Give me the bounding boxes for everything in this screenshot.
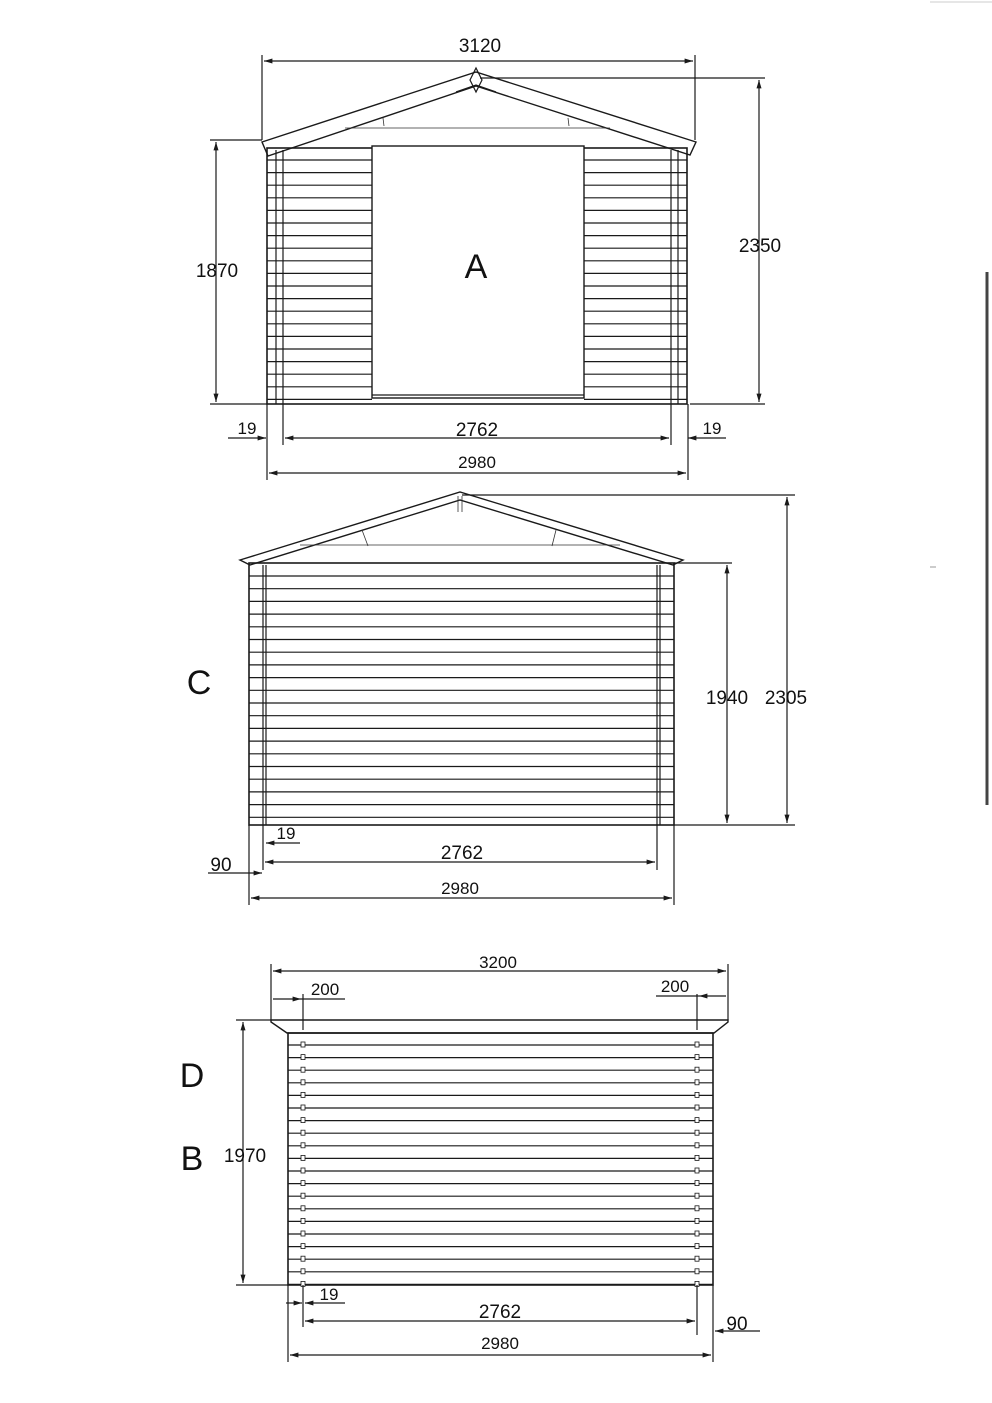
side-wall-height-label: 1940 <box>705 688 749 709</box>
side-wall-thickness-label: 19 <box>276 824 296 843</box>
front-overall-width-label: 3120 <box>458 36 502 57</box>
plan-dimension-bottom <box>286 1285 760 1362</box>
plan-overhang-right-label: 200 <box>660 977 690 996</box>
front-view-label: A <box>464 248 488 286</box>
front-ridge-height-label: 2350 <box>738 236 782 257</box>
plan-overall-width-label: 3200 <box>479 953 517 972</box>
plan-wall-height-label: 1970 <box>223 1146 267 1167</box>
side-view-label: C <box>186 664 212 702</box>
front-roof <box>262 68 696 156</box>
plan-walls <box>288 1033 713 1285</box>
side-overhang-label: 90 <box>210 855 232 876</box>
plan-inner-width-label: 2762 <box>478 1302 522 1323</box>
plan-overhang-left-label: 200 <box>310 980 340 999</box>
side-outer-width-label: 2980 <box>441 879 479 898</box>
plan-view-label-d: D <box>179 1057 205 1095</box>
side-dimension-bottom <box>208 824 674 905</box>
plan-wall-thickness-label: 19 <box>319 1285 339 1304</box>
front-inner-width-label: 2762 <box>455 420 499 441</box>
plan-dimension-wall-height <box>224 1020 288 1285</box>
side-roof <box>240 492 683 565</box>
plan-outer-width-label: 2980 <box>481 1334 519 1353</box>
plan-view <box>180 953 760 1362</box>
plan-dimension-overall-width <box>271 953 728 1020</box>
side-ridge-height-label: 2305 <box>764 688 808 709</box>
front-view <box>196 36 781 480</box>
side-walls <box>249 563 674 825</box>
front-wall-left-label: 19 <box>237 419 257 438</box>
front-wall-right-label: 19 <box>702 419 722 438</box>
front-dimension-wall-height <box>196 140 267 404</box>
plan-view-label-b: B <box>180 1140 204 1178</box>
page-edge-marks <box>930 2 992 805</box>
side-dimension-ridge-height <box>462 495 807 823</box>
front-wall-height-label: 1870 <box>195 261 239 282</box>
plan-overhang-label: 90 <box>726 1314 748 1335</box>
front-outer-width-label: 2980 <box>458 453 496 472</box>
plan-notches <box>301 1042 699 1286</box>
side-view <box>187 492 807 905</box>
front-dimension-inner-width <box>228 404 726 445</box>
side-inner-width-label: 2762 <box>440 843 484 864</box>
plan-roof-edge <box>271 1020 728 1033</box>
front-dimension-outer-width <box>267 404 688 480</box>
